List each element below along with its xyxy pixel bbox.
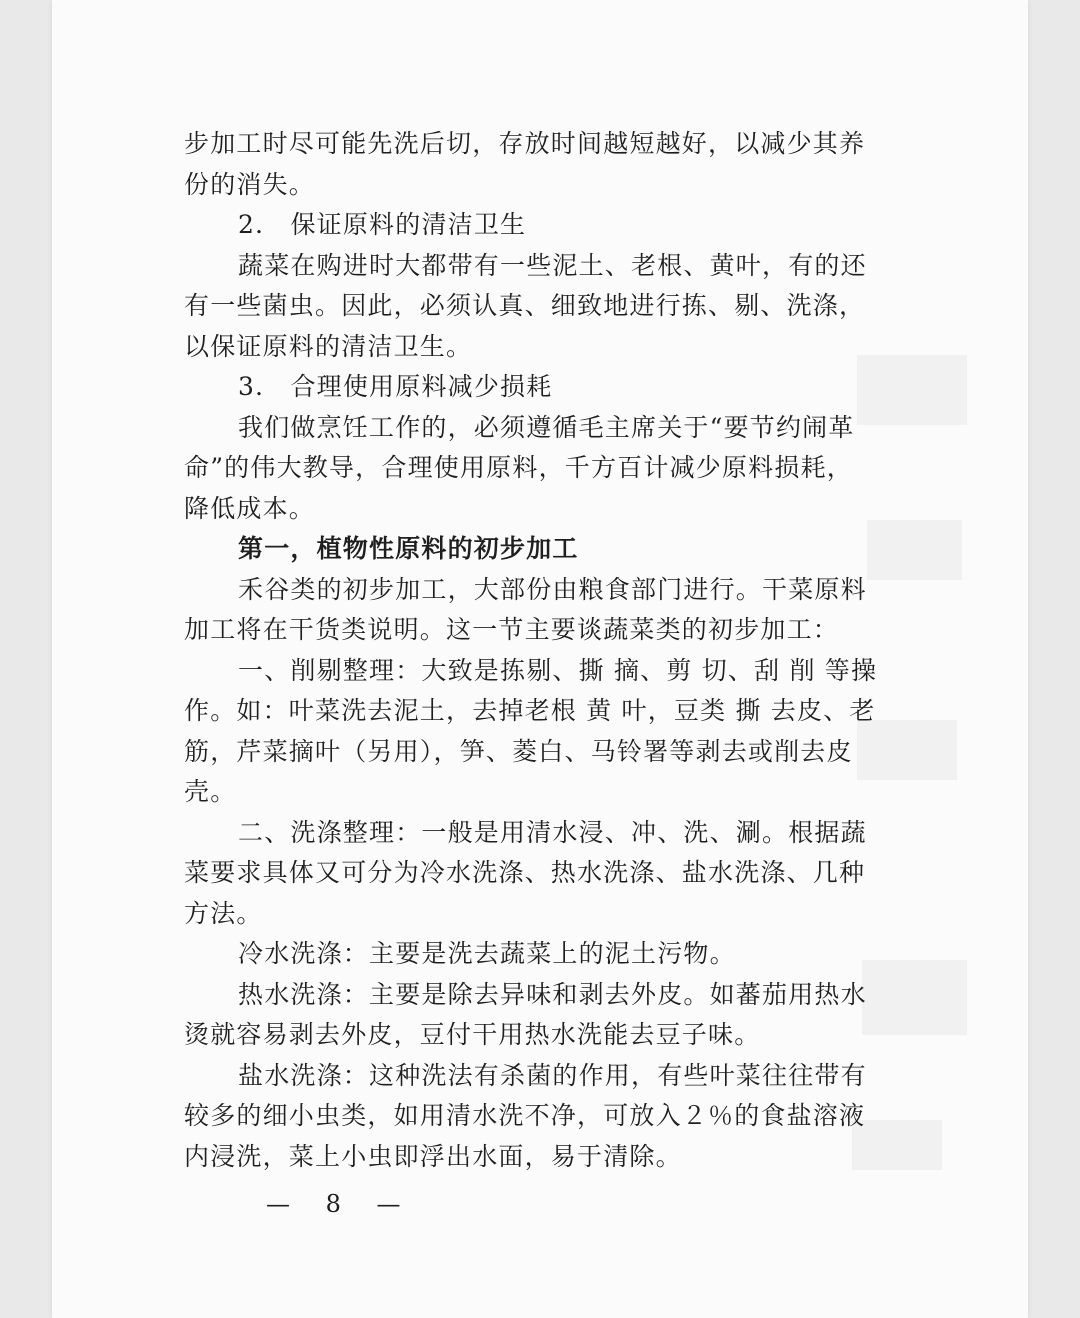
body-line-4: 蔬菜在购进时大都带有一些泥土、老根、黄叶，有的还 [238, 250, 867, 280]
body-line-21: 冷水洗涤：主要是洗去蔬菜上的泥土污物。 [238, 939, 736, 968]
body-line-6: 以保证原料的清洁卫生。 [184, 331, 473, 361]
body-line-13: 加工将在干货类说明。这一节主要谈蔬菜类的初步加工： [184, 615, 840, 644]
body-line-23: 烫就容易剥去外皮，豆付干用热水洗能去豆子味。 [184, 1020, 761, 1049]
page-number: — 8 — [266, 1190, 415, 1218]
body-line-1: 步加工时尽可能先洗后切，存放时间越短越好，以减少其养 [184, 129, 866, 158]
body-line-18: 二、洗涤整理：一般是用清水浸、冲、洗、涮。根据蔬 [238, 817, 867, 847]
body-line-22: 热水洗涤：主要是除去异味和剥去外皮。如蕃茄用热水 [238, 979, 867, 1009]
section-heading-2: 2． 保证原料的清洁卫生 [238, 210, 527, 239]
document-body [184, 124, 944, 1177]
body-line-16: 筋，芹菜摘叶（另用），笋、菱白、马铃署等剥去或削去皮 [184, 736, 853, 766]
body-line-26: 内浸洗，菜上小虫即浮出水面，易于清除。 [184, 1141, 682, 1171]
body-line-10: 降低成本。 [184, 493, 316, 523]
body-line-25: 较多的细小虫类，如用清水洗不净，可放入２％的食盐溶液 [184, 1101, 866, 1130]
body-line-17: 壳。 [184, 777, 237, 806]
body-line-19: 菜要求具体又可分为冷水洗涤、热水洗涤、盐水洗涤、几种 [184, 858, 866, 887]
body-line-12: 禾谷类的初步加工，大部份由粮食部门进行。干菜原料 [238, 574, 867, 604]
body-line-5: 有一些菌虫。因此，必须认真、细致地进行拣、剔、洗涤， [184, 291, 866, 320]
document-page [52, 0, 1028, 1318]
body-line-9: 命”的伟大教导，合理使用原料，千方百计减少原料损耗， [184, 453, 853, 482]
body-line-15: 作。如：叶菜洗去泥土，去掉老根 黄 叶，豆类 撕 去皮、老 [184, 696, 876, 725]
body-line-2: 份的消失。 [184, 169, 316, 199]
body-line-14: 一、削剔整理：大致是拣剔、撕 摘、剪 切、刮 削 等操 [238, 655, 878, 685]
body-line-8: 我们做烹饪工作的，必须遵循毛主席关于“要节约闹革 [238, 412, 855, 442]
body-line-20: 方法。 [184, 898, 263, 928]
body-line-24: 盐水洗涤：这种洗法有杀菌的作用，有些叶菜往往带有 [238, 1060, 867, 1090]
section-heading-3: 3． 合理使用原料减少损耗 [238, 372, 553, 401]
subsection-heading: 第一，植物性原料的初步加工 [238, 534, 579, 563]
